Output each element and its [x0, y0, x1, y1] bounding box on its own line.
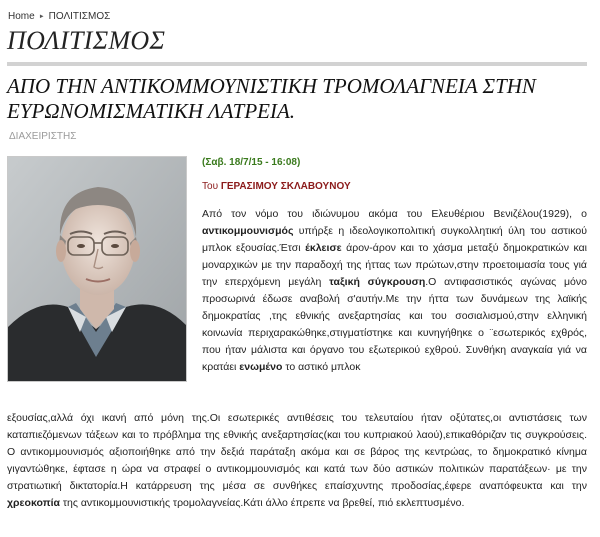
byline-author-name: ΓΕΡΑΣΙΜΟΥ ΣΚΛΑΒΟΥΝΟΥ: [220, 181, 351, 192]
wrap-emphasis: ενωμένο: [239, 361, 283, 373]
wrap-emphasis: αντικομμουνισμός: [202, 225, 294, 237]
article-body-wrapped: [202, 206, 587, 376]
section-divider: [7, 62, 587, 66]
portrait-image: [8, 157, 186, 381]
breadcrumb-current: ΠΟΛΙΤΙΣΜΟΣ: [48, 11, 111, 22]
wrap-text: το αστικό μπλοκ: [282, 361, 361, 373]
full-emphasis: χρεοκοπία: [7, 497, 60, 509]
author-tag[interactable]: ΔΙΑΧΕΙΡΙΣΤΗΣ: [9, 131, 77, 142]
full-text: της αντικομμουνιστικής τρομολαγνείας.Κάτι άλλο έπρεπε να βρεθεί, πιό εκλεπτυσμένο.: [59, 497, 465, 509]
byline: [202, 181, 351, 192]
article-body-full: [7, 410, 587, 512]
breadcrumb: [8, 11, 110, 22]
wrap-text: άρον-άρον και το χάσμα μεταξύ δημοκρατικών και μοναρχικών με την παραδοχή της ήττας των πρώτων,στην προετοιμασία τους γιά την επερχόμενη μεγάλη: [202, 242, 587, 288]
article-paragraph-continued: [7, 410, 587, 512]
wrap-text: Από τον νόμο του ιδιώνυμου ακόμα του Ελευθέριου Βενιζέλου(1929), ο: [202, 208, 587, 220]
section-title: ΠΟΛΙΤΙΣΜΟΣ: [7, 26, 166, 55]
wrap-text: .Ο αντιφασιστικός αγώνας μόνο προσωρινά έδωσε αναβολή σ'αυτήν.Με την ήττα των δυνάμεων της λαϊκής δημοκρατίας ,της εθνικής ανεξαρτησίας και του σοσιαλισμού,στην ελληνική κοινωνία περιχαρακώθηκε,στιγματίστηκε και κυνηγήθηκε ο ¨εσωτερικός εχθρός, που ήταν μάλιστα και όργανο του εξωτερικού εχθρού. Συνθήκη αναγκαία γιά να κρατάει: [202, 276, 587, 373]
article-date: (Σαβ. 18/7/15 - 16:08): [202, 157, 301, 168]
wrap-emphasis: ταξική σύγκρουση: [329, 276, 426, 288]
article-title[interactable]: ΑΠΟ ΤΗΝ ΑΝΤΙΚΟΜΜΟΥΝΙΣΤΙΚΗ ΤΡΟΜΟΛΑΓΝΕΙΑ ΣΤΗΝ ΕΥΡΩΝΟΜΙΣΜΑΤΙΚΗ ΛΑΤΡΕΙΑ.: [7, 74, 536, 123]
wrap-text: υπήρξε η ιδεολογικοπολιτική συγκολλητική ύλη του αστικού μπλοκ εξουσίας.Έτσι: [202, 225, 587, 254]
wrap-emphasis: έκλεισε: [305, 242, 342, 254]
breadcrumb-home-link[interactable]: Home: [8, 11, 35, 22]
byline-prefix: Του: [202, 181, 221, 192]
author-photo: [7, 156, 187, 382]
full-text: εξουσίας,αλλά όχι ικανή από μόνη της.Οι εσωτερικές αντιθέσεις του τελευταίου ήταν οξύτατες,οι αντιστάσεις των καταπιεζόμενων τάξεων και το πρόβλημα της εθνικής ανεξαρτησίας(και του κυπριακού λαού),επικαθόριζαν τις συγκρούσεις. Ο αντικομμουνισμός αξιοποιήθηκε από την δεξιά παράταξη ακόμα και σε βάρος της κεντρώας, το δημοκρατικό κίνημα γιγαντώθηκε, έφτασε η ώρα να στραφεί ο αντικομμουνισμός και κατά των δύο αστικών πολιτικών παρατάξεων· με την στρατιωτική δικτατορία.Η κατάρρευση της μέσα σε συνθήκες επαίσχυντης προδοσίας,έφερε αναπόφευκτα και την: [7, 412, 587, 492]
breadcrumb-separator-icon: ►: [38, 14, 45, 20]
article-paragraph: [202, 206, 587, 376]
